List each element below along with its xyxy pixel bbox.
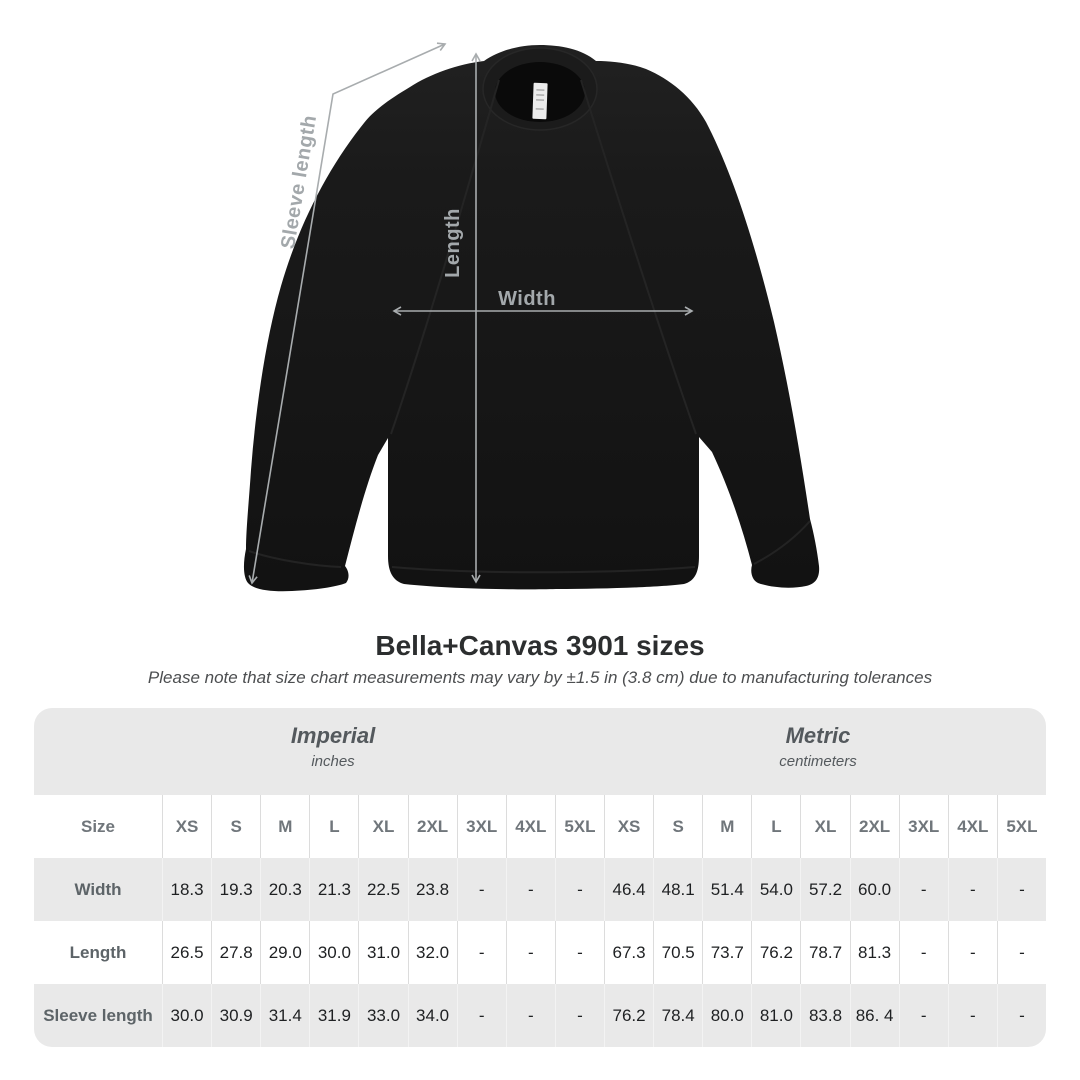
table-cell: 73.7 [702, 921, 751, 984]
table-cell: - [506, 984, 555, 1047]
size-col-header: L [309, 795, 358, 858]
size-col-header: XS [162, 795, 211, 858]
table-cell: - [457, 858, 506, 921]
row-label: Length [69, 942, 127, 962]
size-col-header: 3XL [899, 795, 948, 858]
table-cell: 83.8 [800, 984, 849, 1047]
table-cell: - [457, 921, 506, 984]
table-cell: 30.9 [211, 984, 260, 1047]
table-cell: 76.2 [751, 921, 800, 984]
table-cell: - [899, 858, 948, 921]
table-cell: - [948, 858, 997, 921]
table-cell: - [997, 984, 1046, 1047]
sweatshirt-illustration [244, 45, 819, 591]
table-cell: 30.0 [309, 921, 358, 984]
table-cell: 33.0 [358, 984, 407, 1047]
metric-label: Metric [785, 723, 851, 748]
size-col-header: XS [604, 795, 653, 858]
size-col-header: 5XL [555, 795, 604, 858]
imperial-unit: inches [311, 753, 355, 770]
imperial-group-header [34, 723, 632, 770]
sleeve-length-row [34, 984, 1046, 1047]
size-col-header: 4XL [506, 795, 555, 858]
size-corner-header: Size [80, 816, 116, 836]
table-cell: 31.9 [309, 984, 358, 1047]
table-cell: - [997, 858, 1046, 921]
table-cell: 22.5 [358, 858, 407, 921]
table-cell: 31.4 [260, 984, 309, 1047]
table-cell: 31.0 [358, 921, 407, 984]
size-col-header: L [751, 795, 800, 858]
unit-group-header [34, 708, 1046, 795]
table-cell: - [457, 984, 506, 1047]
table-cell: 81.0 [751, 984, 800, 1047]
size-table-card [34, 708, 1046, 1047]
table-cell: - [555, 984, 604, 1047]
table-cell: 78.4 [653, 984, 702, 1047]
table-cell: - [506, 921, 555, 984]
table-cell: 60.0 [850, 858, 899, 921]
table-cell: 30.0 [162, 984, 211, 1047]
sleeve-length-label: Sleeve length [277, 113, 322, 251]
table-cell: 81.3 [850, 921, 899, 984]
table-cell: 57.2 [800, 858, 849, 921]
imperial-label: Imperial [290, 723, 376, 748]
size-col-header: S [211, 795, 260, 858]
table-cell: 20.3 [260, 858, 309, 921]
table-cell: 48.1 [653, 858, 702, 921]
size-col-header: 3XL [457, 795, 506, 858]
title-section [0, 630, 1080, 689]
table-cell: 21.3 [309, 858, 358, 921]
table-cell: 29.0 [260, 921, 309, 984]
size-col-header: M [260, 795, 309, 858]
table-cell: - [997, 921, 1046, 984]
page-title: Bella+Canvas 3901 sizes [375, 630, 705, 661]
table-cell: - [948, 984, 997, 1047]
width-row [34, 858, 1046, 921]
table-cell: 27.8 [211, 921, 260, 984]
row-label: Width [74, 879, 122, 899]
table-cell: 80.0 [702, 984, 751, 1047]
table-cell: 23.8 [408, 858, 457, 921]
table-cell: 54.0 [751, 858, 800, 921]
metric-group-header [610, 723, 1026, 770]
size-header-row [34, 795, 1046, 858]
table-cell: 32.0 [408, 921, 457, 984]
table-cell: - [948, 921, 997, 984]
table-cell: - [555, 921, 604, 984]
table-cell: 19.3 [211, 858, 260, 921]
size-col-header: 2XL [408, 795, 457, 858]
table-cell: 86. 4 [850, 984, 899, 1047]
row-label: Sleeve length [43, 1005, 153, 1025]
size-col-header: 2XL [850, 795, 899, 858]
table-cell: 34.0 [408, 984, 457, 1047]
tolerance-note: Please note that size chart measurements may vary by ±1.5 in (3.8 cm) due to manufacturing tolerances [147, 668, 933, 687]
table-cell: - [555, 858, 604, 921]
table-cell: 67.3 [604, 921, 653, 984]
table-cell: 51.4 [702, 858, 751, 921]
table-cell: 70.5 [653, 921, 702, 984]
table-cell: - [506, 858, 555, 921]
table-cell: - [899, 921, 948, 984]
size-col-header: M [702, 795, 751, 858]
table-cell: 26.5 [162, 921, 211, 984]
length-row [34, 921, 1046, 984]
table-cell: 46.4 [604, 858, 653, 921]
size-col-header: XL [358, 795, 407, 858]
length-label: Length [442, 208, 464, 278]
metric-unit: centimeters [779, 753, 857, 770]
table-cell: 78.7 [800, 921, 849, 984]
size-col-header: S [653, 795, 702, 858]
table-cell: 76.2 [604, 984, 653, 1047]
size-col-header: XL [800, 795, 849, 858]
collar-size-label [532, 83, 547, 119]
size-col-header: 5XL [997, 795, 1046, 858]
table-cell: - [899, 984, 948, 1047]
size-col-header: 4XL [948, 795, 997, 858]
width-label: Width [498, 288, 556, 310]
table-cell: 18.3 [162, 858, 211, 921]
